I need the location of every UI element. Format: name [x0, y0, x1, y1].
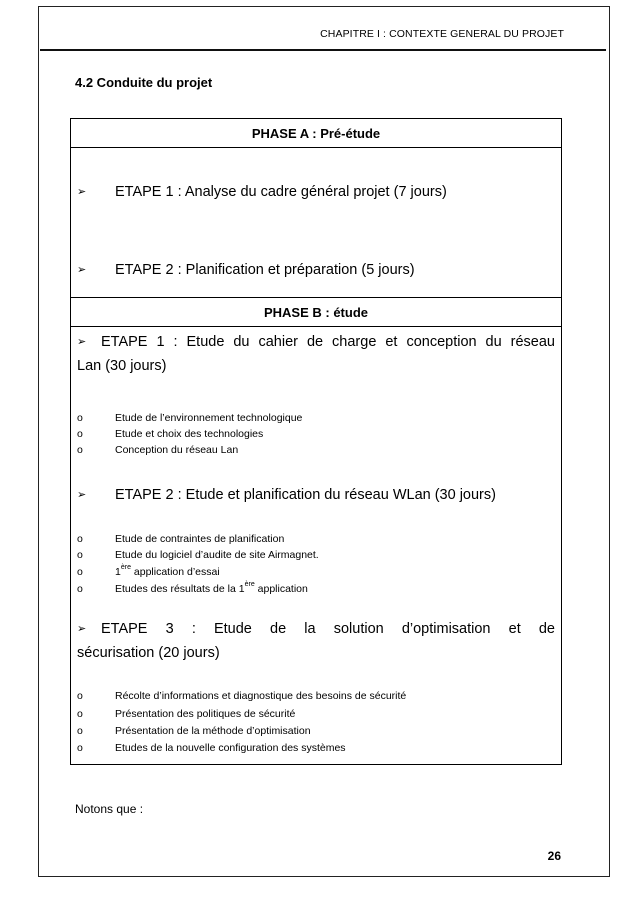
arrow-bullet-icon: ➢: [77, 186, 87, 198]
circle-bullet-icon: o: [77, 428, 83, 440]
circle-bullet-icon: o: [77, 583, 83, 595]
phase-b-step-3: ➢ ETAPE 3 : Etude de la solution d’optimisation et de sécurisation (20 jours): [77, 617, 555, 665]
circle-bullet-icon: o: [77, 742, 83, 754]
circle-bullet-icon: o: [77, 533, 83, 545]
header-rule: [40, 49, 606, 51]
list-item: o Etude de contraintes de planification: [77, 533, 285, 545]
phase-b-step-1: ➢ ETAPE 1 : Etude du cahier de charge et conception du réseau Lan (30 jours): [77, 330, 555, 378]
phase-a-step-2: ➢ ETAPE 2 : Planification et préparation (5 jours): [77, 258, 555, 282]
phase-b-step-2: ➢ ETAPE 2 : Etude et planification du réseau WLan (30 jours): [77, 483, 555, 507]
phase-a-title: PHASE A : Pré-étude: [71, 119, 561, 148]
list-item: o Présentation des politiques de sécurité: [77, 708, 296, 720]
arrow-bullet-icon: ➢: [77, 264, 87, 276]
arrow-bullet-icon: ➢: [77, 336, 87, 348]
list-item: o Etude et choix des technologies: [77, 428, 264, 440]
phase-b-title: PHASE B : étude: [71, 298, 561, 327]
circle-bullet-icon: o: [77, 725, 83, 737]
circle-bullet-icon: o: [77, 708, 83, 720]
circle-bullet-icon: o: [77, 412, 83, 424]
list-item: o 1ère application d’essai: [77, 564, 220, 578]
project-phases-table: [70, 118, 562, 765]
circle-bullet-icon: o: [77, 566, 83, 578]
arrow-bullet-icon: ➢: [77, 623, 87, 635]
list-item: o Etude du logiciel d’audite de site Airmagnet.: [77, 549, 319, 561]
circle-bullet-icon: o: [77, 690, 83, 702]
page-number: 26: [547, 849, 561, 863]
footnote-text: Notons que :: [75, 802, 144, 816]
chapter-header: CHAPITRE I : CONTEXTE GENERAL DU PROJET: [320, 28, 564, 40]
list-item: o Etudes des résultats de la 1ère application: [77, 581, 308, 595]
list-item: o Etudes de la nouvelle configuration des systèmes: [77, 742, 346, 754]
list-item: o Présentation de la méthode d’optimisation: [77, 725, 311, 737]
phase-a-step-1: ➢ ETAPE 1 : Analyse du cadre général projet (7 jours): [77, 180, 555, 204]
circle-bullet-icon: o: [77, 549, 83, 561]
list-item: o Conception du réseau Lan: [77, 444, 239, 456]
arrow-bullet-icon: ➢: [77, 489, 87, 501]
circle-bullet-icon: o: [77, 444, 83, 456]
list-item: o Etude de l’environnement technologique: [77, 412, 303, 424]
phase-a-body: [71, 148, 561, 298]
section-title: 4.2 Conduite du projet: [75, 75, 213, 90]
list-item: o Récolte d’informations et diagnostique des besoins de sécurité: [77, 690, 407, 702]
phase-b-body: [71, 327, 561, 764]
